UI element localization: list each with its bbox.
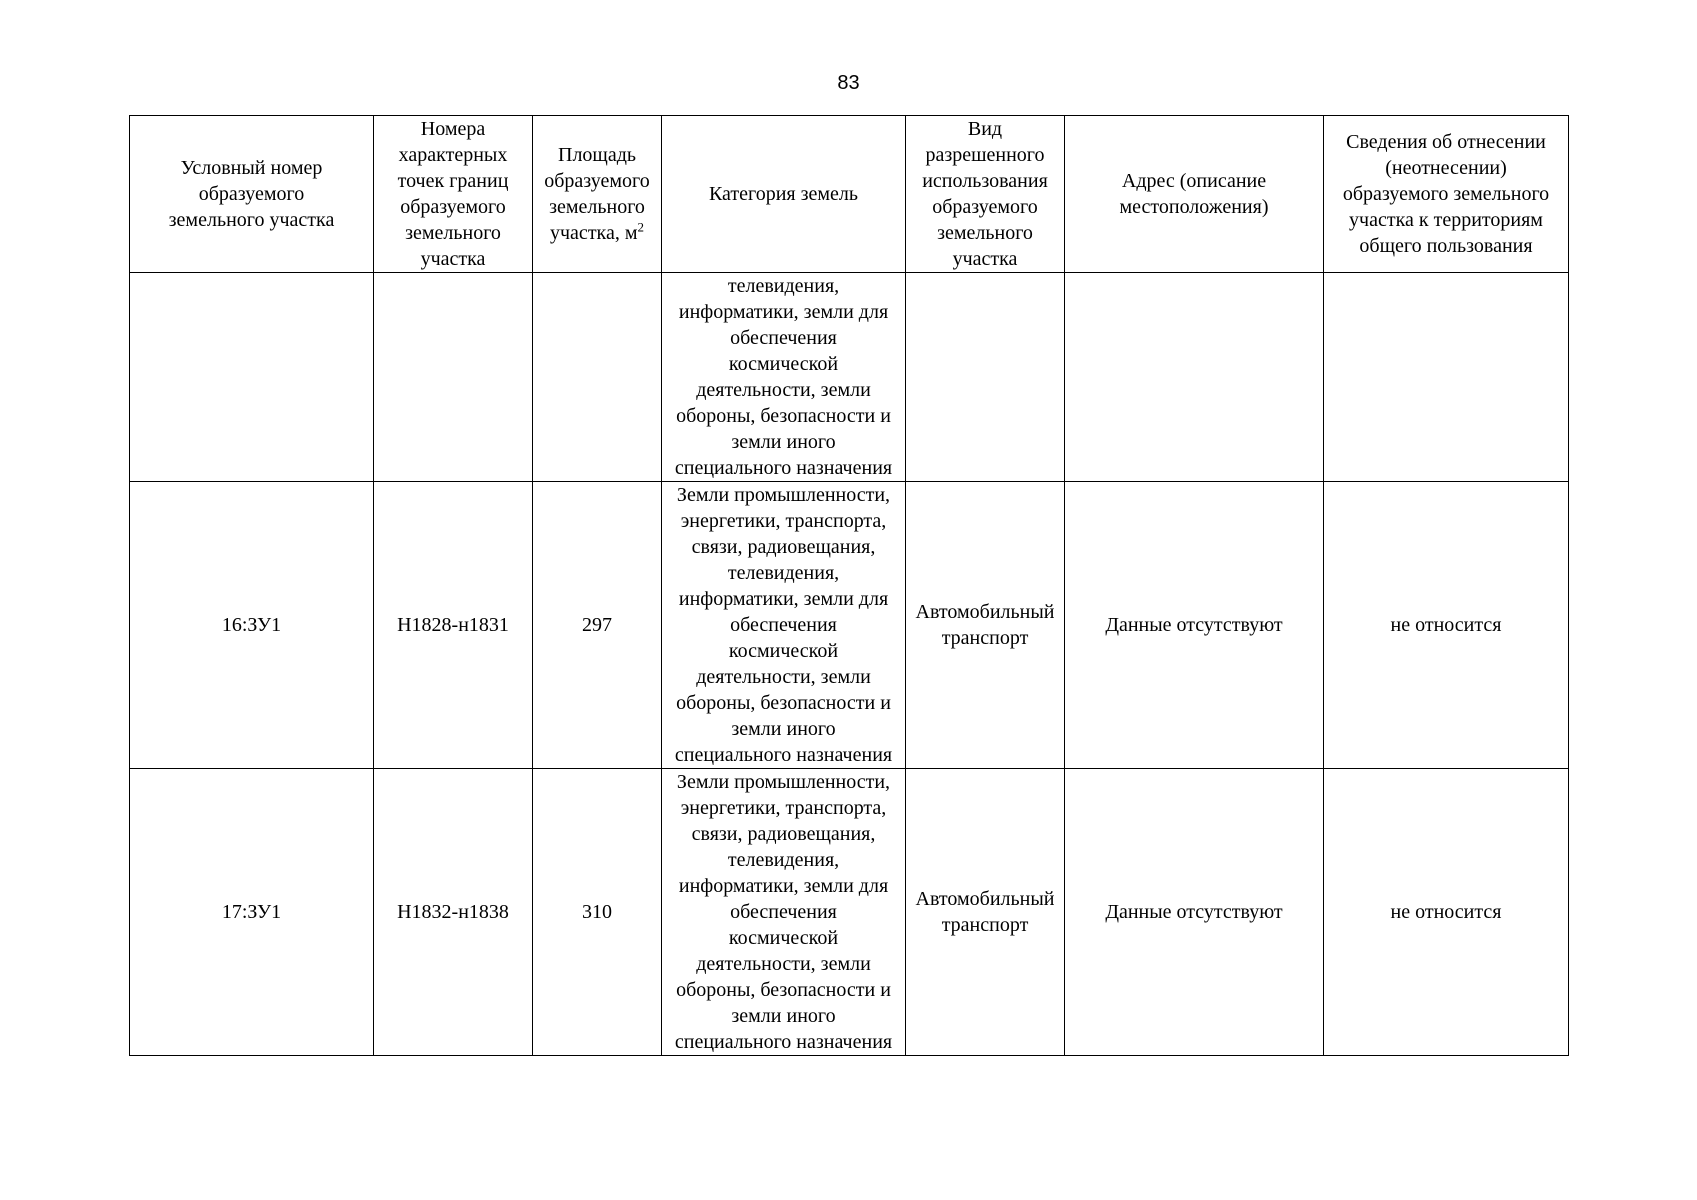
header-boundary-points: Номера характерных точек границ образуемого земельного участка	[374, 116, 533, 273]
area-unit-exponent: 2	[637, 219, 644, 235]
cell-boundary-points: Н1832-н1838	[374, 769, 533, 1056]
cell-area: 297	[533, 482, 662, 769]
header-plot-number: Условный номер образуемого земельного участка	[130, 116, 374, 273]
header-permitted-use: Вид разрешенного использования образуемого земельного участка	[906, 116, 1065, 273]
cell-public-territory-status	[1324, 273, 1569, 482]
table-row	[130, 769, 1569, 1056]
header-area: Площадь образуемого земельного участка, $м^2$	[533, 116, 662, 273]
cell-public-territory-status: не относится	[1324, 482, 1569, 769]
cell-land-category: телевидения, информатики, земли для обеспечения космической деятельности, земли обороны, безопасности и земли иного специального назначения	[662, 273, 906, 482]
cell-land-category: Земли промышленности, энергетики, транспорта, связи, радиовещания, телевидения, информатики, земли для обеспечения космической деятельности, земли обороны, безопасности и земли иного специального назначения	[662, 482, 906, 769]
cell-address: Данные отсутствуют	[1065, 769, 1324, 1056]
page-number: 83	[837, 72, 860, 94]
header-row	[130, 116, 1569, 273]
cell-permitted-use: Автомобильный транспорт	[906, 769, 1065, 1056]
cell-address: Данные отсутствуют	[1065, 482, 1324, 769]
cell-permitted-use	[906, 273, 1065, 482]
cell-boundary-points	[374, 273, 533, 482]
cell-plot-number: 16:ЗУ1	[130, 482, 374, 769]
header-address: Адрес (описание местоположения)	[1065, 116, 1324, 273]
cell-public-territory-status: не относится	[1324, 769, 1569, 1056]
header-public-territory-status: Сведения об отнесении (неотнесении) образуемого земельного участка к территориям общего пользования	[1324, 116, 1569, 273]
land-plots-table	[129, 115, 1569, 1056]
cell-plot-number: 17:ЗУ1	[130, 769, 374, 1056]
cell-area	[533, 273, 662, 482]
cell-land-category: Земли промышленности, энергетики, транспорта, связи, радиовещания, телевидения, информатики, земли для обеспечения космической деятельности, земли обороны, безопасности и земли иного специального назначения	[662, 769, 906, 1056]
cell-address	[1065, 273, 1324, 482]
cell-boundary-points: Н1828-н1831	[374, 482, 533, 769]
table-row	[130, 482, 1569, 769]
cell-permitted-use: Автомобильный транспорт	[906, 482, 1065, 769]
table-row-continuation	[130, 273, 1569, 482]
cell-area: 310	[533, 769, 662, 1056]
cell-plot-number	[130, 273, 374, 482]
header-land-category: Категория земель	[662, 116, 906, 273]
